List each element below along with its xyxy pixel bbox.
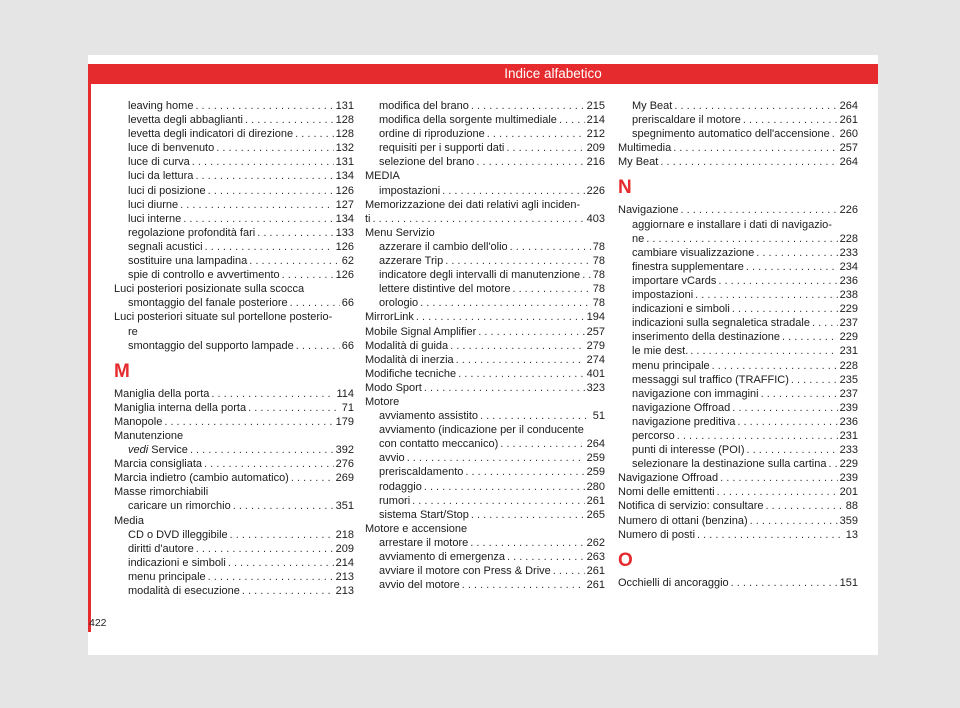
index-page-ref: 236 — [839, 274, 858, 287]
index-subentry[interactable] — [618, 457, 858, 471]
index-entry[interactable] — [618, 141, 858, 155]
index-subentry[interactable] — [618, 401, 858, 415]
index-entry[interactable] — [365, 381, 605, 395]
index-subentry[interactable] — [114, 226, 354, 240]
index-term: My Beat — [618, 156, 659, 169]
index-term: caricare un rimorchio — [128, 500, 231, 513]
index-subentry[interactable] — [365, 451, 605, 465]
index-subentry[interactable] — [618, 415, 858, 429]
index-term: Modifiche tecniche — [365, 367, 457, 380]
index-subentry[interactable] — [114, 169, 354, 183]
index-term: indicatore degli intervalli di manutenzione — [379, 269, 581, 282]
index-subentry[interactable] — [365, 127, 605, 141]
index-subentry[interactable] — [618, 288, 858, 302]
index-entry[interactable] — [114, 429, 354, 443]
index-term: ti — [365, 212, 371, 225]
index-term: Masse rimorchiabili — [114, 486, 209, 499]
index-term: Navigazione — [618, 204, 679, 217]
index-page-ref: 231 — [839, 429, 858, 442]
index-entry[interactable] — [365, 226, 605, 240]
index-term: avviamento di emergenza — [379, 551, 505, 563]
index-term: levetta degli indicatori di direzione — [128, 128, 294, 141]
index-term: spie di controllo e avvertimento — [128, 269, 280, 282]
index-page-ref: 209 — [335, 542, 354, 555]
index-page-ref: 216 — [586, 156, 605, 169]
index-subentry[interactable] — [365, 240, 605, 254]
index-term: Numero di posti — [618, 528, 696, 541]
index-subentry[interactable] — [618, 344, 858, 358]
index-term: sistema Start/Stop — [379, 508, 469, 521]
index-subentry[interactable] — [365, 536, 605, 550]
index-page-ref: 128 — [335, 114, 354, 127]
index-subentry[interactable] — [618, 429, 858, 443]
index-entry[interactable] — [618, 528, 858, 542]
index-page-ref: 234 — [839, 260, 858, 273]
index-term: Manutenzione — [114, 429, 184, 442]
index-term: Marcia consigliata — [114, 458, 203, 471]
index-entry[interactable] — [618, 485, 858, 499]
index-term: menu principale — [632, 359, 710, 372]
index-subentry[interactable] — [365, 155, 605, 169]
index-subentry[interactable] — [365, 296, 605, 310]
index-page-ref: 279 — [586, 339, 605, 352]
index-entry[interactable] — [365, 522, 605, 536]
index-term: impostazioni — [632, 289, 694, 302]
index-term: preriscaldamento — [379, 466, 464, 479]
index-page-ref: 359 — [839, 514, 858, 527]
index-subentry[interactable] — [365, 437, 605, 451]
index-entry[interactable] — [114, 387, 354, 401]
index-entry[interactable] — [365, 339, 605, 353]
index-page-ref: 213 — [335, 570, 354, 583]
index-page-ref: 259 — [586, 466, 605, 479]
index-term: preriscaldare il motore — [632, 114, 741, 127]
index-subentry[interactable] — [365, 423, 605, 437]
index-term: menu principale — [128, 570, 206, 583]
index-page-ref: 226 — [839, 204, 858, 217]
index-entry[interactable] — [365, 367, 605, 381]
index-page-ref: 238 — [839, 289, 858, 302]
index-page-ref: 78 — [592, 297, 605, 310]
index-term: luci di posizione — [128, 184, 206, 197]
index-subentry[interactable] — [618, 218, 858, 232]
index-subentry[interactable] — [114, 127, 354, 141]
index-entry[interactable] — [365, 198, 605, 212]
index-term: Modo Sport — [365, 381, 422, 394]
index-term: luce di curva — [128, 156, 190, 169]
index-page-ref: 218 — [335, 528, 354, 541]
index-page-ref: 226 — [586, 184, 605, 197]
index-entry[interactable] — [114, 282, 354, 296]
index-page-ref: 228 — [839, 359, 858, 372]
index-term: My Beat — [632, 100, 673, 112]
index-page-ref: 237 — [839, 387, 858, 400]
index-term: navigazione Offroad — [632, 401, 731, 414]
index-page-ref: 233 — [839, 246, 858, 259]
index-page-ref: 131 — [335, 156, 354, 169]
index-page-ref: 233 — [839, 444, 858, 457]
index-page-ref: 194 — [586, 311, 605, 324]
index-subentry[interactable] — [114, 570, 354, 584]
index-page-ref: 261 — [586, 494, 605, 507]
index-subentry[interactable] — [365, 578, 605, 592]
index-term: modifica del brano — [379, 100, 469, 112]
index-term: messaggi sul traffico (TRAFFIC) — [632, 373, 789, 386]
index-column-2 — [365, 99, 605, 592]
index-subentry[interactable] — [114, 325, 354, 339]
index-term: luce di benvenuto — [128, 142, 215, 155]
index-entry[interactable] — [114, 415, 354, 429]
index-term: sostituire una lampadina — [128, 255, 248, 268]
index-page-ref: 265 — [586, 508, 605, 521]
index-subentry[interactable] — [365, 550, 605, 564]
index-page-ref: 131 — [335, 100, 354, 112]
index-subentry[interactable] — [114, 499, 354, 513]
index-subentry[interactable] — [365, 184, 605, 198]
index-page-ref: 276 — [335, 458, 354, 471]
index-subentry[interactable] — [114, 542, 354, 556]
index-subentry[interactable] — [365, 494, 605, 508]
index-page-ref: 133 — [335, 226, 354, 239]
index-term: smontaggio del supporto lampade — [128, 339, 294, 352]
index-subentry[interactable] — [618, 387, 858, 401]
index-page-ref: 264 — [839, 156, 858, 169]
index-subentry[interactable] — [114, 99, 354, 113]
index-subentry[interactable] — [618, 99, 858, 113]
index-entry[interactable] — [114, 485, 354, 499]
index-term: MEDIA — [365, 170, 400, 183]
index-page-ref: 401 — [586, 367, 605, 380]
index-subentry[interactable] — [618, 127, 858, 141]
index-page-ref: 114 — [336, 387, 354, 400]
index-term: Motore — [365, 395, 400, 408]
index-term: indicazioni sulla segnaletica stradale — [632, 317, 810, 330]
index-page-ref: 126 — [335, 269, 354, 282]
index-page-ref: 126 — [335, 240, 354, 253]
index-page-ref: 88 — [845, 500, 858, 513]
index-term: spegnimento automatico dell'accensione — [632, 128, 830, 141]
index-page-ref: 261 — [586, 579, 605, 592]
index-term: avviare il motore con Press & Drive — [379, 565, 551, 578]
index-term: azzerare Trip — [379, 255, 444, 268]
index-subentry[interactable] — [618, 316, 858, 330]
index-page-ref: 257 — [839, 142, 858, 155]
index-page-ref: 134 — [335, 212, 354, 225]
index-subentry[interactable] — [114, 268, 354, 282]
index-page-ref: 229 — [839, 331, 858, 344]
index-subentry[interactable] — [114, 339, 354, 353]
index-page-ref: 237 — [839, 317, 858, 330]
index-subentry[interactable] — [618, 232, 858, 246]
index-term: Media — [114, 514, 144, 527]
index-page-ref: 214 — [586, 114, 605, 127]
index-page-ref: 259 — [586, 452, 605, 465]
index-page-ref: 239 — [839, 472, 858, 485]
index-term: punti di interesse (POI) — [632, 444, 745, 457]
index-subentry[interactable] — [618, 260, 858, 274]
index-term: lettere distintive del motore — [379, 283, 511, 296]
index-page-ref: 261 — [839, 114, 858, 127]
index-entry[interactable] — [618, 203, 858, 217]
index-subentry[interactable] — [618, 113, 858, 127]
index-term: le mie dest. — [632, 345, 689, 358]
index-term: finestra supplementare — [632, 260, 744, 273]
index-term: requisiti per i supporti dati — [379, 142, 505, 155]
index-term: Motore e accensione — [365, 522, 468, 535]
index-term: Marcia indietro (cambio automatico) — [114, 472, 289, 485]
index-term: azzerare il cambio dell'olio — [379, 240, 508, 253]
index-term: segnali acustici — [128, 240, 203, 253]
index-page-ref: 280 — [586, 480, 605, 493]
index-entry[interactable] — [618, 576, 858, 590]
index-term: Occhielli di ancoraggio — [618, 576, 729, 589]
index-term: ordine di riproduzione — [379, 128, 485, 141]
index-term: Modalità di guida — [365, 339, 449, 352]
index-term: Notifica di servizio: consultare — [618, 500, 764, 513]
index-page-ref: 78 — [592, 283, 605, 296]
index-term: re — [128, 325, 138, 338]
index-page-ref: 209 — [586, 142, 605, 155]
index-letter-heading: O — [618, 549, 633, 571]
index-page-ref: 71 — [341, 401, 354, 414]
index-term: avviamento assistito — [379, 410, 479, 423]
index-letter-heading: N — [618, 177, 632, 199]
index-page-ref: 62 — [341, 255, 354, 268]
index-page-ref: 78 — [592, 255, 605, 268]
index-term: Menu Servizio — [365, 226, 435, 239]
index-subentry[interactable] — [114, 443, 354, 457]
index-term: CD o DVD illeggibile — [128, 528, 228, 541]
index-subentry[interactable] — [618, 302, 858, 316]
index-subentry[interactable] — [365, 409, 605, 423]
index-term: avviamento (indicazione per il conducente — [379, 424, 584, 437]
index-page-ref: 239 — [839, 401, 858, 414]
index-term: Maniglia interna della porta — [114, 401, 247, 414]
index-entry[interactable] — [618, 499, 858, 513]
index-page-ref: 127 — [335, 198, 354, 211]
index-page-ref: 231 — [839, 345, 858, 358]
index-term: smontaggio del fanale posteriore — [128, 297, 288, 310]
index-entry[interactable] — [365, 169, 605, 183]
index-term: navigazione con immagini — [632, 387, 759, 400]
index-entry[interactable] — [114, 457, 354, 471]
index-term: vedi Service — [128, 444, 188, 457]
index-term: navigazione preditiva — [632, 415, 736, 428]
index-page-ref: 274 — [586, 353, 605, 366]
index-page-ref: 78 — [592, 240, 605, 253]
index-term: diritti d'autore — [128, 542, 194, 555]
index-term: ne — [632, 232, 645, 245]
index-term: Memorizzazione dei dati relativi agli inciden- — [365, 198, 581, 211]
index-page-ref: 201 — [839, 486, 858, 499]
index-page-ref: 260 — [839, 128, 858, 141]
index-entry[interactable] — [365, 325, 605, 339]
index-page-ref: 269 — [335, 472, 354, 485]
index-term: levetta degli abbaglianti — [128, 114, 243, 127]
index-term: Navigazione Offroad — [618, 472, 719, 485]
index-page-ref: 212 — [586, 128, 605, 141]
index-term: modifica della sorgente multimediale — [379, 114, 557, 127]
index-subentry[interactable] — [114, 198, 354, 212]
index-entry[interactable] — [365, 212, 605, 226]
index-entry[interactable] — [114, 310, 354, 324]
index-term: avvio — [379, 452, 405, 465]
index-term: Multimedia — [618, 142, 672, 155]
index-page-ref: 128 — [335, 128, 354, 141]
index-term: rumori — [379, 494, 411, 507]
index-page-ref: 264 — [586, 438, 605, 451]
index-subentry[interactable] — [618, 373, 858, 387]
index-subentry[interactable] — [114, 155, 354, 169]
index-subentry[interactable] — [618, 443, 858, 457]
index-page-ref: 132 — [335, 142, 354, 155]
page-title: Indice alfabetico — [504, 66, 602, 81]
index-page-ref: 261 — [586, 565, 605, 578]
page-number: 422 — [89, 617, 107, 629]
index-subentry[interactable] — [114, 556, 354, 570]
index-column-1 — [114, 99, 354, 598]
index-entry[interactable] — [114, 401, 354, 415]
index-term: inserimento della destinazione — [632, 331, 780, 344]
index-page-ref: 262 — [586, 536, 605, 549]
index-column-3 — [618, 99, 858, 590]
index-subentry[interactable] — [114, 184, 354, 198]
index-subentry[interactable] — [365, 99, 605, 113]
index-entry[interactable] — [114, 471, 354, 485]
index-page-ref: 13 — [845, 528, 858, 541]
page-header — [88, 64, 878, 84]
index-page-ref: 66 — [341, 297, 354, 310]
index-page-ref: 229 — [839, 303, 858, 316]
index-term: avvio del motore — [379, 579, 460, 592]
index-page-ref: 263 — [586, 551, 605, 563]
index-subentry[interactable] — [114, 254, 354, 268]
index-term: Luci posteriori posizionate sulla scocca — [114, 283, 305, 296]
index-term: arrestare il motore — [379, 536, 469, 549]
index-page-ref: 323 — [586, 381, 605, 394]
index-page-ref: 151 — [839, 576, 858, 589]
index-term: selezione del brano — [379, 156, 475, 169]
index-page-ref: 235 — [839, 373, 858, 386]
index-subentry[interactable] — [618, 330, 858, 344]
index-term: impostazioni — [379, 184, 441, 197]
index-page-ref: 229 — [839, 458, 858, 471]
index-entry[interactable] — [618, 514, 858, 528]
index-page-ref: 236 — [839, 415, 858, 428]
index-term: orologio — [379, 297, 419, 310]
index-term: selezionare la destinazione sulla cartina — [632, 458, 827, 471]
index-page-ref: 179 — [335, 415, 354, 428]
index-term: aggiornare e installare i dati di navigazio- — [632, 218, 832, 231]
index-page-ref: 51 — [592, 410, 605, 423]
index-subentry[interactable] — [365, 282, 605, 296]
side-rule — [88, 84, 91, 632]
index-page-ref: 66 — [341, 339, 354, 352]
index-term: Modalità di inerzia — [365, 353, 454, 366]
index-page-ref: 392 — [335, 444, 354, 457]
index-term: indicazioni e simboli — [632, 303, 730, 316]
index-term: Nomi delle emittenti — [618, 486, 715, 499]
index-subentry[interactable] — [365, 564, 605, 578]
index-page-ref: 215 — [586, 100, 605, 112]
index-subentry[interactable] — [618, 359, 858, 373]
index-term: modalità di esecuzione — [128, 585, 240, 597]
index-subentry[interactable] — [114, 528, 354, 542]
index-page-ref: 257 — [586, 325, 605, 338]
index-subentry[interactable] — [114, 113, 354, 127]
index-term: rodaggio — [379, 480, 422, 493]
index-page-ref: 351 — [335, 500, 354, 513]
index-subentry[interactable] — [365, 254, 605, 268]
index-page-ref: 214 — [335, 556, 354, 569]
index-term: luci da lettura — [128, 170, 194, 183]
index-term: Maniglia della porta — [114, 387, 210, 400]
index-subentry[interactable] — [365, 268, 605, 282]
index-entry[interactable] — [618, 155, 858, 169]
index-term: importare vCards — [632, 274, 717, 287]
index-subentry[interactable] — [365, 508, 605, 522]
index-subentry[interactable] — [618, 274, 858, 288]
index-letter-heading: M — [114, 360, 130, 382]
index-entry[interactable] — [618, 471, 858, 485]
index-term: Numero di ottani (benzina) — [618, 514, 748, 527]
index-subentry[interactable] — [365, 113, 605, 127]
index-term: Mobile Signal Amplifier — [365, 325, 477, 338]
index-term: con contatto meccanico) — [379, 438, 499, 451]
index-term: MirrorLink — [365, 311, 414, 324]
index-term: regolazione profondità fari — [128, 226, 256, 239]
index-page-ref: 403 — [586, 212, 605, 225]
index-subentry[interactable] — [365, 465, 605, 479]
index-page-ref: 126 — [335, 184, 354, 197]
index-entry[interactable] — [365, 353, 605, 367]
index-subentry[interactable] — [365, 141, 605, 155]
index-term: luci diurne — [128, 198, 179, 211]
index-subentry[interactable] — [114, 141, 354, 155]
index-subentry[interactable] — [114, 296, 354, 310]
index-subentry[interactable] — [365, 480, 605, 494]
index-term: indicazioni e simboli — [128, 556, 226, 569]
index-entry[interactable] — [114, 514, 354, 528]
index-page-ref: 228 — [839, 232, 858, 245]
index-subentry[interactable] — [114, 212, 354, 226]
index-subentry[interactable] — [114, 584, 354, 598]
index-subentry[interactable] — [618, 246, 858, 260]
index-page-ref: 264 — [839, 100, 858, 112]
index-term: cambiare visualizzazione — [632, 246, 755, 259]
index-subentry[interactable] — [114, 240, 354, 254]
index-page-ref: 213 — [335, 585, 354, 597]
index-term: leaving home — [128, 100, 194, 112]
index-term: Manopole — [114, 415, 163, 428]
index-page-ref: 78 — [592, 269, 605, 282]
index-term: percorso — [632, 429, 675, 442]
index-entry[interactable] — [365, 395, 605, 409]
index-page-ref: 134 — [335, 170, 354, 183]
index-term: luci interne — [128, 212, 182, 225]
index-term: Luci posteriori situate sul portellone posterio- — [114, 311, 333, 324]
index-entry[interactable] — [365, 310, 605, 324]
